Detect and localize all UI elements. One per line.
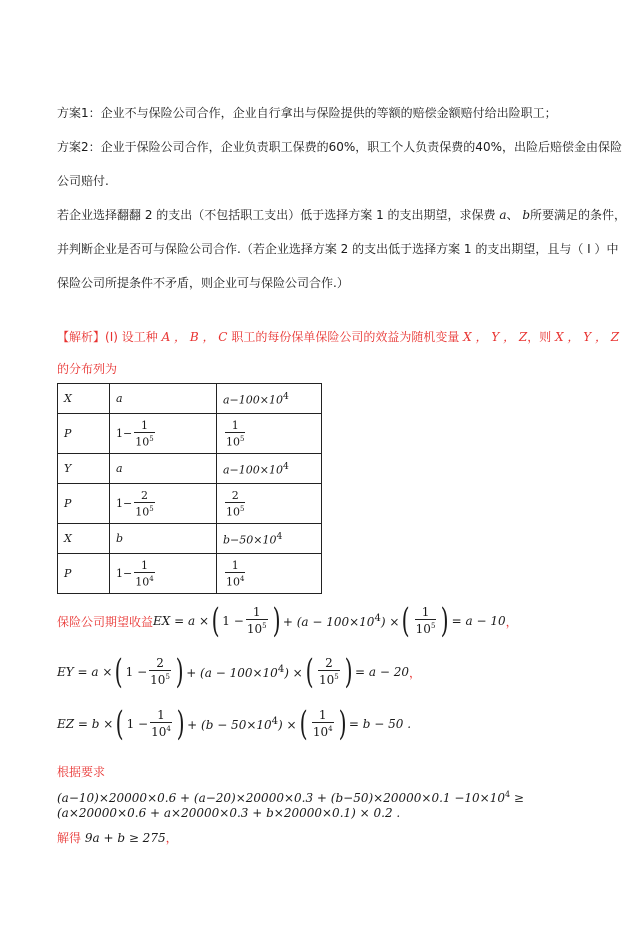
denominator	[225, 432, 245, 449]
fraction	[134, 489, 154, 519]
plan1-text: 方案1：企业不与保险公司合作，企业自行拿出与保险提供的等额的赔偿金额赔付给出险职工；	[57, 106, 557, 120]
one-minus: 1 −	[125, 665, 148, 679]
ez-lhs: EZ = b ×	[57, 717, 114, 731]
solution-text1: (Ⅰ) 设工种	[105, 330, 158, 344]
fraction	[225, 559, 245, 589]
cell: P	[58, 414, 110, 454]
denominator: $10^5$	[415, 619, 437, 636]
ey-mid: + $(a - 100\times 10^4)$ ×	[186, 664, 303, 680]
den-exp: 5	[149, 434, 154, 443]
cell	[110, 414, 217, 454]
fraction	[150, 709, 172, 739]
den-exp: 4	[240, 574, 245, 583]
fraction	[225, 419, 245, 449]
solution-line2: 的分布列为	[57, 362, 118, 376]
paren-close: )	[272, 601, 281, 641]
question-line1	[57, 207, 627, 223]
paren-open: (	[402, 601, 411, 641]
inequality-line1	[57, 787, 597, 806]
var-b: b	[522, 208, 531, 222]
requirement-label: 根据要求	[57, 765, 106, 779]
ineq1-end: ≥	[510, 791, 524, 805]
ex-rhs: = a − 10	[451, 614, 506, 628]
solve-line	[57, 830, 597, 846]
one-minus: 1 −	[126, 717, 149, 731]
paren-open: (	[115, 652, 124, 692]
denominator: $10^5$	[149, 670, 171, 687]
fraction	[134, 419, 154, 449]
fraction	[246, 606, 268, 636]
cell: X	[58, 384, 110, 414]
numerator: 1	[140, 558, 148, 572]
comma: ，	[409, 665, 422, 680]
fraction	[225, 489, 245, 519]
denominator: $10^4$	[312, 722, 334, 739]
paren-close: )	[344, 652, 353, 692]
den-exp: 5	[240, 434, 245, 443]
ex-equation	[57, 601, 518, 641]
fraction	[415, 606, 437, 636]
one-minus: 1 −	[222, 614, 244, 628]
ez-equation	[57, 704, 412, 744]
numerator: 1	[421, 605, 430, 619]
cell	[110, 554, 217, 594]
cell	[217, 384, 322, 414]
cell-text: a−100×10	[223, 393, 283, 407]
comma: ，	[165, 831, 178, 845]
denominator: $10^5$	[246, 619, 268, 636]
cell: a	[110, 384, 217, 414]
den-base: 10	[135, 435, 150, 449]
denominator: $10^4$	[150, 722, 172, 739]
cell: b	[110, 524, 217, 554]
solution-text2: 职工的每份保单保险公司的效益为随机变量	[231, 330, 460, 344]
ey-equation	[57, 652, 422, 692]
cell-text: 1−	[116, 496, 133, 510]
comma: ，	[505, 614, 518, 629]
paren-close: )	[441, 601, 450, 641]
cell: a	[110, 454, 217, 484]
fraction	[312, 709, 334, 739]
paren-close: )	[175, 652, 184, 692]
solution-intro	[57, 329, 620, 345]
table-row	[58, 524, 322, 554]
denominator	[225, 502, 245, 519]
denominator	[134, 432, 154, 449]
ey-rhs: = a − 20	[355, 665, 410, 679]
paren-open: (	[299, 704, 308, 744]
numerator: 1	[231, 418, 239, 432]
ineq1-text: (a−10)×20000×0.6 + (a−20)×20000×0.3 + (b−50)×20000×0.1 −10×10	[57, 791, 505, 805]
cell-text: b−50×10	[223, 533, 277, 547]
cell	[217, 554, 322, 594]
plan2-text-line2: 公司赔付.	[57, 174, 109, 188]
ex-mid: + $(a - 100\times 10^4)$ ×	[282, 613, 400, 629]
inequality-line2: (a×20000×0.6 + a×20000×0.3 + b×20000×0.1) × 0.2 .	[57, 806, 401, 820]
numerator: 1	[140, 418, 148, 432]
paren-close: )	[176, 704, 185, 744]
den-base: 10	[135, 505, 150, 519]
fraction	[149, 657, 171, 687]
table-row	[58, 554, 322, 594]
exponent: 4	[282, 390, 289, 402]
vars-xyz-2: X ， Y ， Z	[555, 330, 620, 344]
vars-abc: A ， B ， C	[161, 330, 228, 344]
table-row	[58, 454, 322, 484]
cell: Y	[58, 454, 110, 484]
cell-text: 1−	[116, 426, 133, 440]
den-base: 10	[226, 575, 240, 589]
den-base: 10	[226, 435, 240, 449]
cell: P	[58, 554, 110, 594]
cell	[217, 484, 322, 524]
den-exp: 5	[240, 504, 245, 513]
table-row	[58, 384, 322, 414]
ex-lhs: EX = a ×	[153, 614, 210, 628]
distribution-table	[57, 383, 322, 594]
table-row	[58, 484, 322, 524]
den-base: 10	[226, 505, 240, 519]
vars-xyz: X ， Y ， Z	[463, 330, 528, 344]
ex-label: 保险公司期望收益	[57, 614, 154, 629]
numerator: 1	[231, 558, 239, 572]
question-line3: 保险公司所提条件不矛盾，则企业可与保险公司合作.）	[57, 276, 349, 290]
ineq1-exp: 4	[504, 790, 511, 799]
plan2-text-line1: 方案2：企业于保险公司合作，企业负责职工保费的60%，职工个人负责保费的40%，出险后赔偿金由保险	[57, 140, 622, 154]
denominator	[134, 502, 154, 519]
var-a: a	[499, 208, 507, 222]
numerator: 1	[157, 708, 165, 722]
den-base: 10	[135, 575, 150, 589]
paren-close: )	[338, 704, 347, 744]
ez-rhs: = b − 50 .	[348, 717, 412, 731]
cell: X	[58, 524, 110, 554]
solution-tag: 【解析】	[57, 330, 106, 344]
table-row	[58, 414, 322, 454]
den-exp: 4	[149, 574, 154, 583]
cell	[217, 454, 322, 484]
cell	[217, 414, 322, 454]
paren-open: (	[305, 652, 314, 692]
ez-mid: + $(b - 50\times 10^4)$ ×	[187, 716, 297, 732]
solve-label: 解得	[57, 831, 82, 845]
denominator: $10^5$	[318, 670, 340, 687]
sep: 、	[506, 208, 519, 222]
solution-text3: ，则	[527, 330, 552, 344]
exponent: 4	[276, 530, 283, 542]
question-line2: 并判断企业是否可与保险公司合作.（若企业选择方案 2 的支出低于选择方案 1 的支出期望，且与（ Ⅰ ）中	[57, 242, 619, 256]
cell: P	[58, 484, 110, 524]
cell-text: 1−	[116, 566, 133, 580]
denominator	[225, 572, 245, 589]
numerator: 2	[140, 488, 148, 502]
numerator: 1	[318, 708, 327, 722]
question-line1-text: 若企业选择翻翻 2 的支出（不包括职工支出）低于选择方案 1 的支出期望，求保费	[57, 208, 496, 222]
numerator: 2	[156, 656, 164, 670]
cell-text: a−100×10	[223, 463, 283, 477]
denominator	[134, 572, 154, 589]
den-exp: 5	[149, 504, 154, 513]
numerator: 2	[231, 488, 239, 502]
question-line1-end: 所要满足的条件，	[530, 208, 627, 222]
paren-open: (	[115, 704, 124, 744]
ey-lhs: EY = a ×	[57, 665, 113, 679]
paren-open: (	[211, 601, 220, 641]
numerator: 1	[252, 605, 261, 619]
exponent: 4	[282, 460, 289, 472]
cell	[217, 524, 322, 554]
fraction	[318, 657, 340, 687]
numerator: 2	[325, 656, 333, 670]
solve-expr: 9a + b ≥ 275	[84, 831, 166, 845]
fraction	[134, 559, 154, 589]
cell	[110, 484, 217, 524]
